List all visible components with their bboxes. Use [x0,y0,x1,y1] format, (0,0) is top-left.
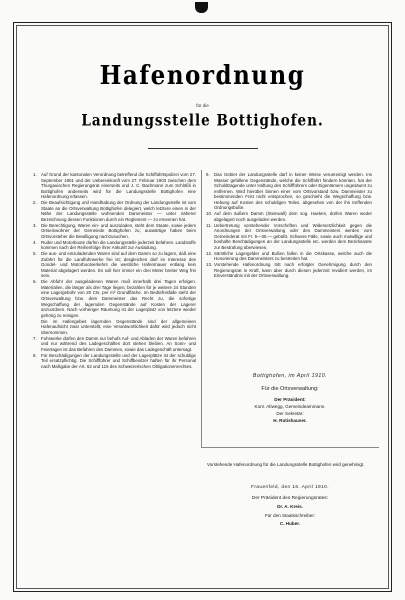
article-number: 9. [206,172,210,177]
article-text: Ruder und Motorboote dürfen die Landungsstelle jederzeit befahren. Landstoffe kommen nach der Reihenfolge ihrer Ankunft zur Ausladung. [41,239,196,251]
article-item [206,223,372,251]
seal-mark [195,2,208,13]
article-item [33,353,196,370]
title-rule [148,148,258,149]
article-number: 3. [33,222,37,228]
article-text: Das Gebiet der Landungsstelle darf in keiner Weise verunreinigt werden. Ins Wasser gefallene Gegenstände, welche die Schiffahrt hindern könnten, hat der Schuldtragende unter Haftung des Schiffführers oder Eigentümers ungesäumt zu entfernen. Wird hierüber binnen einer vom Ortsvorstand bzw. Dammeister zu bestimmenden Frist nicht entsprochen, so geschieht die Wegschaffung bzw. Hebung auf Kosten des schuldigen Teiles, abgesehen von der ihn treffenden Ordnungsbuße. [214,172,372,211]
article-text: Die im Hafengebiet lagernden Gegenstände sind der allgemeinen Hafenaufsicht zwar unterstellt, eine Verantwortlichkeit dafür wird jedoch nicht übernommen. [41,318,196,335]
regierung-president-name: Dr. A. Kreis. [277,504,303,509]
regierung-secretary-label: Für den Staatsschreiber: [264,513,316,518]
article-text: Vorstehende Hafenordnung tritt nach erfolgter Genehmigung durch den Regierungsrat in Kraft, kann aber durch diesen jederzeit revidiert werden, im Einverständnis mit der Ortsverwaltung. [214,262,372,279]
article-text: Fuhrwerke dürfen den Damm nur behufs Auf- und Abladen der Waren befahren und nur während des Ladegeschäftes dort stehen bleiben. An Sonn- und Feiertagen ist das Befahren des Dammes, sowie das Ladegeschäft untersagt. [41,335,196,352]
article-text: Auf dem äußern Damm (Steinwall) dem sog. Haeken, dürfen Waren weder abgelagert noch ausgeladen werden. [214,211,372,222]
article-item [206,172,372,211]
article-number: 6. [33,279,37,285]
ortsverwaltung-heading: Für die Ortsverwaltung: [261,386,319,392]
article-text: Auf Grund der kantonalen Verordnung betreffend die Schiffahrtspolizei vom 27. September 1901 und der Uebereinkunft vom 27. Februar 1903 zwischen dem Thurgauischen Regierungsrat einerseits und J. C. Bachmann zum Schlößli in Bottighofen anderseits wird für die Landungsstelle Bottighofen eine Hafenordnung erlassen. [41,172,196,200]
article-number: 10. [206,211,213,217]
article-item [33,172,196,200]
page-subtitle: Landungsstelle Bottighofen. [81,111,324,131]
article-number: 1. [33,172,37,177]
article-item [33,200,196,222]
article-text: Uebertretung vorstehender Vorschriften und Widersetzlichkeit gegen die Anordnungen der Ortsverwaltung oder des Dammeisters werden vom Gemeinderat mit Fr. 5—30.— gebüßt. Schwere Fälle, sowie auch mutwillige und boshafte Beschädigungen an der Landungsstelle etc. werden dem Bezirksamte zur Bestrafung überwiesen. [214,222,372,250]
article-text: Sämtliche Lagergelder und Bußen fallen in die Ortskasse, welche auch die Honorierung des Dammeisters zu bestreiten hat. [214,250,372,262]
article-text: Die Berechtigung, Waren ein- und auszuladen, steht dem Staate, sowie jedem Ortseinwohner der Gemeinde Bottighofen zu; auswärtige haben beim Ortsvorsteher die Bewilligung nachzusuchen. [41,222,196,239]
article-item [33,251,196,279]
article-item [33,336,196,353]
ortsverwaltung-president-label: Der Präsident: [274,397,306,402]
article-item [206,251,372,262]
article-number: 13. [206,262,213,268]
article-item [33,319,196,336]
right-column [206,172,372,279]
article-text: Die Beaufsichtigung und Handhabung der Ordnung der Landungsstelle ist vom Staate an die Ortsverwaltung Bottighofen delegiert, welch letztere einen in der Nähe der Landungsstelle wohnenden Dammeister — unter näherer Bezeichnung dessen Funktionen durch ein Reglement — zu ernennen hat. [41,200,196,222]
left-column [33,172,196,370]
ortsverwaltung-secretary-name: H. Rutishauser. [273,418,307,423]
article-number: 8. [33,352,37,358]
article-number: 12. [206,250,213,256]
article-number: 2. [33,200,37,206]
frauenfeld-date: Frauenfeld, den 16. April 1910. [250,485,329,490]
article-number: 11. [206,222,212,228]
article-text: Für Beschädigungen der Landungsstelle und der Lagerplätze ist der schuldige Teil ersatzpflichtig. Die Schiffführer und Schiffbesitzer haften für ihr Personal nach Maßgabe der Art. 62 und 115 des Schweizerischen Obligationenrechtes. [41,352,196,369]
article-text: Die Abfuhr der ausgeladenen Waren muß innerhalb drei Tagen erfolgen. Materialien, die länger als drei Tage liegen, bezahlen für je weitere 24 Stunden eine Lagergebühr von 20 Cts. per m² Grundfläche. Im Bedürfnisfalle steht der Ortsverwaltung bzw. dem Dammeister das Recht zu, die sofortige Wegschaffung der lagernden Gegenstände auf Kosten der Lagerer anzuordnen. Nach vorheriger Räumung ist der Lagerplatz von letztere wieder gehörig zu reinigen. [41,279,196,318]
section-rule [201,447,379,448]
article-number: 7. [33,335,37,341]
approval-text: Vorstehende Hafenordnung für die Landungsstelle Bottighofen wird genehmigt. [207,462,365,467]
article-number [33,319,41,336]
regierung-secretary-name: C. Huber. [279,521,301,526]
article-number: 5. [33,251,37,257]
article-item [33,279,196,318]
ortsverwaltung-president-name: Konr. Altwegg, Gemeindeammann. [254,404,326,409]
regierung-heading: Der Präsident des Regierungsrates: [251,496,329,501]
article-item [206,262,372,279]
article-item [33,240,196,251]
title-connector: für die [196,103,209,108]
place-date: Bottighofen, im April 1910. [252,373,328,379]
article-item [33,223,196,240]
article-number: 4. [33,239,37,245]
page-title: Hafenordnung [99,59,306,92]
article-item [206,211,372,222]
ortsverwaltung-secretary-label: Der Sekretär: [276,411,304,416]
column-divider [201,170,202,448]
article-text: Die aus- und einzuladenden Waren sind auf dem Damm so zu lagern, daß eine Zufahrt für die Landfuhrwerke frei ist; desgleichen darf im Interesse des Gondel- und Motorbootverkehrs die westliche Hafenmauer entlang kein Material abgelagert werden. Es soll hier immer ein drei Meter breiter Weg frei sein. [41,251,196,279]
